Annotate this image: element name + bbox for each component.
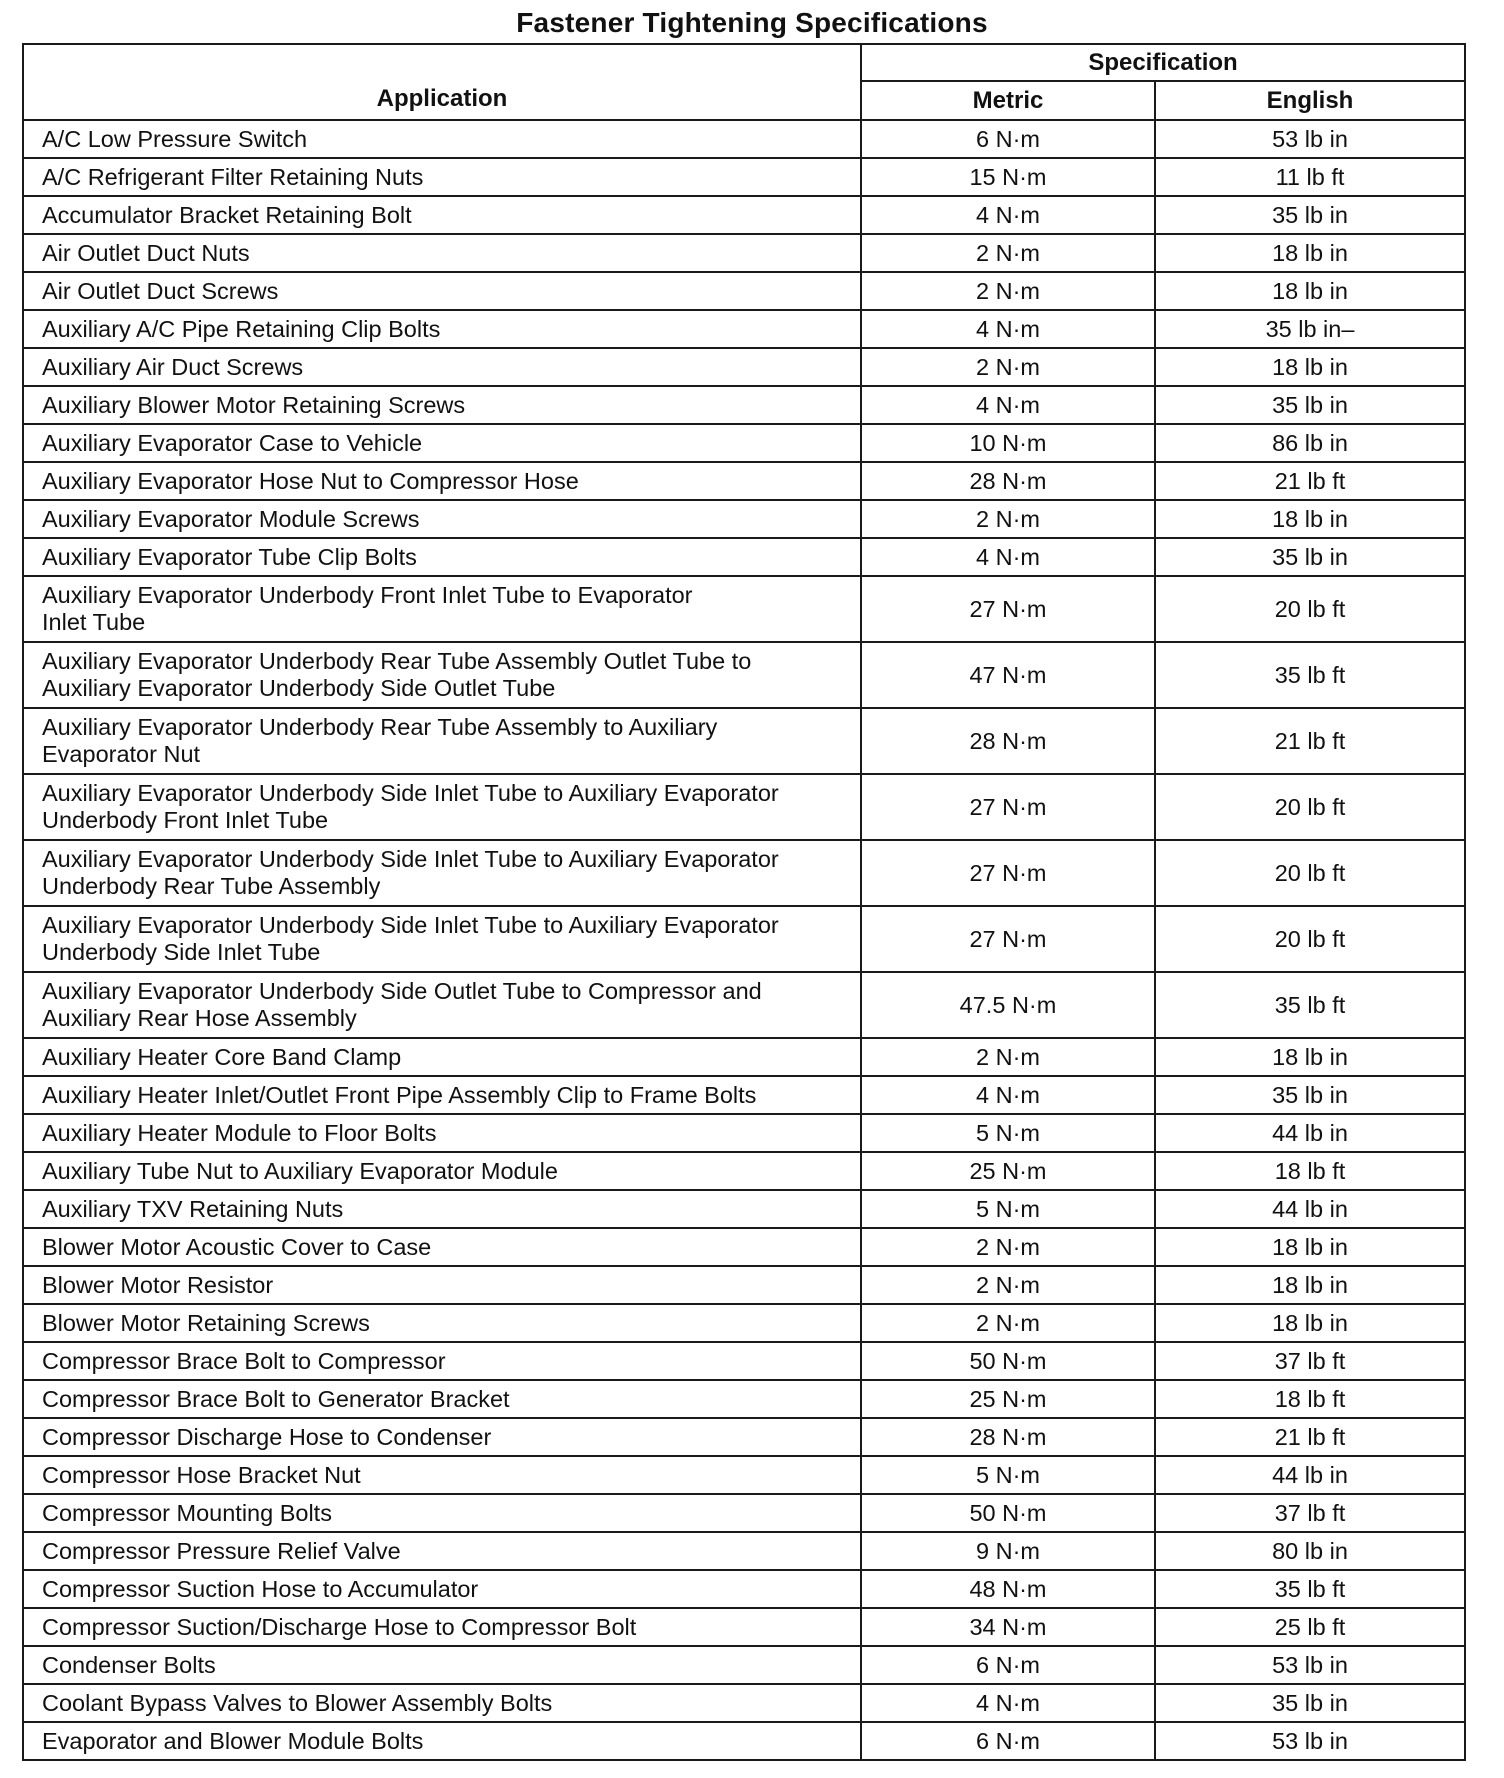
application-cell: Auxiliary Evaporator Underbody Side Outlet Tube to Compressor and Auxiliary Rear Hose Assembly (23, 972, 861, 1038)
english-cell: 35 lb in– (1155, 310, 1465, 348)
metric-cell: 4 N·m (861, 310, 1155, 348)
table-row (23, 120, 1465, 158)
english-cell: 21 lb ft (1155, 1418, 1465, 1456)
english-cell: 18 lb in (1155, 500, 1465, 538)
specification-group-header: Specification (861, 44, 1465, 81)
table-row (23, 500, 1465, 538)
application-cell: Auxiliary TXV Retaining Nuts (23, 1190, 861, 1228)
metric-cell: 6 N·m (861, 1722, 1155, 1760)
english-cell: 35 lb in (1155, 1684, 1465, 1722)
english-cell: 35 lb ft (1155, 642, 1465, 708)
metric-cell: 50 N·m (861, 1494, 1155, 1532)
application-cell: Auxiliary Evaporator Tube Clip Bolts (23, 538, 861, 576)
table-row (23, 196, 1465, 234)
application-cell: Compressor Brace Bolt to Compressor (23, 1342, 861, 1380)
english-cell: 18 lb in (1155, 234, 1465, 272)
table-row (23, 576, 1465, 642)
metric-cell: 34 N·m (861, 1608, 1155, 1646)
table-row (23, 1152, 1465, 1190)
metric-cell: 27 N·m (861, 840, 1155, 906)
table-row (23, 1190, 1465, 1228)
table-row (23, 234, 1465, 272)
application-cell: Compressor Pressure Relief Valve (23, 1532, 861, 1570)
table-row (23, 462, 1465, 500)
spec-table-body (23, 120, 1465, 1760)
metric-cell: 27 N·m (861, 906, 1155, 972)
metric-cell: 28 N·m (861, 708, 1155, 774)
metric-cell: 47.5 N·m (861, 972, 1155, 1038)
english-cell: 44 lb in (1155, 1114, 1465, 1152)
application-cell: Accumulator Bracket Retaining Bolt (23, 196, 861, 234)
table-row (23, 1038, 1465, 1076)
table-row (23, 538, 1465, 576)
fastener-spec-table (22, 43, 1466, 1761)
table-row (23, 1114, 1465, 1152)
table-row (23, 1494, 1465, 1532)
application-cell: Air Outlet Duct Nuts (23, 234, 861, 272)
table-row (23, 1722, 1465, 1760)
metric-cell: 4 N·m (861, 538, 1155, 576)
english-cell: 35 lb in (1155, 538, 1465, 576)
application-cell: Auxiliary Evaporator Hose Nut to Compressor Hose (23, 462, 861, 500)
application-cell: Auxiliary Evaporator Underbody Rear Tube Assembly Outlet Tube to Auxiliary Evaporator Underbody Side Outlet Tube (23, 642, 861, 708)
english-cell: 35 lb in (1155, 386, 1465, 424)
table-row (23, 774, 1465, 840)
application-cell: Auxiliary Evaporator Case to Vehicle (23, 424, 861, 462)
english-cell: 11 lb ft (1155, 158, 1465, 196)
metric-cell: 4 N·m (861, 1076, 1155, 1114)
application-cell: Auxiliary Evaporator Underbody Side Inlet Tube to Auxiliary Evaporator Underbody Side Inlet Tube (23, 906, 861, 972)
application-cell: Auxiliary Heater Module to Floor Bolts (23, 1114, 861, 1152)
application-cell: Auxiliary Heater Core Band Clamp (23, 1038, 861, 1076)
application-cell: Compressor Brace Bolt to Generator Bracket (23, 1380, 861, 1418)
english-cell: 18 lb in (1155, 1228, 1465, 1266)
table-row (23, 972, 1465, 1038)
table-row (23, 1532, 1465, 1570)
table-row (23, 1646, 1465, 1684)
table-row (23, 424, 1465, 462)
table-row (23, 1570, 1465, 1608)
metric-cell: 5 N·m (861, 1114, 1155, 1152)
english-cell: 53 lb in (1155, 1722, 1465, 1760)
metric-cell: 2 N·m (861, 234, 1155, 272)
application-cell: Blower Motor Retaining Screws (23, 1304, 861, 1342)
metric-cell: 27 N·m (861, 576, 1155, 642)
metric-cell: 6 N·m (861, 120, 1155, 158)
english-cell: 18 lb in (1155, 1038, 1465, 1076)
metric-cell: 2 N·m (861, 1304, 1155, 1342)
english-cell: 44 lb in (1155, 1456, 1465, 1494)
metric-cell: 15 N·m (861, 158, 1155, 196)
metric-cell: 9 N·m (861, 1532, 1155, 1570)
english-cell: 35 lb in (1155, 196, 1465, 234)
metric-cell: 5 N·m (861, 1456, 1155, 1494)
english-cell: 86 lb in (1155, 424, 1465, 462)
metric-cell: 2 N·m (861, 348, 1155, 386)
table-row (23, 840, 1465, 906)
english-cell: 20 lb ft (1155, 774, 1465, 840)
application-cell: Air Outlet Duct Screws (23, 272, 861, 310)
table-row (23, 386, 1465, 424)
application-cell: Auxiliary Blower Motor Retaining Screws (23, 386, 861, 424)
metric-cell: 2 N·m (861, 1038, 1155, 1076)
metric-cell: 25 N·m (861, 1380, 1155, 1418)
metric-cell: 48 N·m (861, 1570, 1155, 1608)
metric-cell: 25 N·m (861, 1152, 1155, 1190)
application-cell: Condenser Bolts (23, 1646, 861, 1684)
table-row (23, 1228, 1465, 1266)
application-cell: A/C Low Pressure Switch (23, 120, 861, 158)
application-cell: Compressor Suction Hose to Accumulator (23, 1570, 861, 1608)
metric-cell: 28 N·m (861, 462, 1155, 500)
table-row (23, 1684, 1465, 1722)
english-cell: 35 lb ft (1155, 972, 1465, 1038)
english-cell: 20 lb ft (1155, 576, 1465, 642)
metric-cell: 4 N·m (861, 196, 1155, 234)
application-cell: Auxiliary Evaporator Underbody Rear Tube Assembly to Auxiliary Evaporator Nut (23, 708, 861, 774)
application-cell: Compressor Suction/Discharge Hose to Compressor Bolt (23, 1608, 861, 1646)
table-row (23, 272, 1465, 310)
table-row (23, 310, 1465, 348)
application-cell: Compressor Hose Bracket Nut (23, 1456, 861, 1494)
page-title: Fastener Tightening Specifications (516, 7, 988, 38)
application-cell: A/C Refrigerant Filter Retaining Nuts (23, 158, 861, 196)
application-cell: Auxiliary Air Duct Screws (23, 348, 861, 386)
application-cell: Auxiliary A/C Pipe Retaining Clip Bolts (23, 310, 861, 348)
english-cell: 18 lb ft (1155, 1152, 1465, 1190)
english-cell: 53 lb in (1155, 120, 1465, 158)
table-row (23, 906, 1465, 972)
english-cell: 35 lb in (1155, 1076, 1465, 1114)
english-cell: 21 lb ft (1155, 708, 1465, 774)
metric-cell: 10 N·m (861, 424, 1155, 462)
table-row (23, 1266, 1465, 1304)
metric-cell: 2 N·m (861, 500, 1155, 538)
application-column-header: Application (23, 44, 861, 120)
metric-cell: 2 N·m (861, 272, 1155, 310)
english-cell: 18 lb in (1155, 1266, 1465, 1304)
application-cell: Auxiliary Evaporator Underbody Side Inlet Tube to Auxiliary Evaporator Underbody Front Inlet Tube (23, 774, 861, 840)
application-cell: Evaporator and Blower Module Bolts (23, 1722, 861, 1760)
table-row (23, 1608, 1465, 1646)
metric-cell: 28 N·m (861, 1418, 1155, 1456)
metric-cell: 4 N·m (861, 1684, 1155, 1722)
english-cell: 21 lb ft (1155, 462, 1465, 500)
english-cell: 25 lb ft (1155, 1608, 1465, 1646)
metric-cell: 27 N·m (861, 774, 1155, 840)
application-cell: Compressor Mounting Bolts (23, 1494, 861, 1532)
metric-cell: 4 N·m (861, 386, 1155, 424)
english-cell: 18 lb in (1155, 348, 1465, 386)
table-row (23, 708, 1465, 774)
english-cell: 37 lb ft (1155, 1342, 1465, 1380)
english-cell: 37 lb ft (1155, 1494, 1465, 1532)
table-row (23, 1418, 1465, 1456)
table-row (23, 348, 1465, 386)
table-row (23, 1380, 1465, 1418)
metric-column-header: Metric (861, 81, 1155, 120)
metric-cell: 2 N·m (861, 1228, 1155, 1266)
english-column-header: English (1155, 81, 1465, 120)
application-cell: Auxiliary Evaporator Module Screws (23, 500, 861, 538)
metric-cell: 6 N·m (861, 1646, 1155, 1684)
metric-cell: 47 N·m (861, 642, 1155, 708)
metric-cell: 50 N·m (861, 1342, 1155, 1380)
application-cell: Auxiliary Evaporator Underbody Side Inlet Tube to Auxiliary Evaporator Underbody Rear Tube Assembly (23, 840, 861, 906)
application-cell: Coolant Bypass Valves to Blower Assembly Bolts (23, 1684, 861, 1722)
table-row (23, 1456, 1465, 1494)
table-row (23, 1342, 1465, 1380)
english-cell: 18 lb in (1155, 272, 1465, 310)
english-cell: 20 lb ft (1155, 840, 1465, 906)
table-row (23, 1076, 1465, 1114)
application-cell: Compressor Discharge Hose to Condenser (23, 1418, 861, 1456)
application-cell: Blower Motor Resistor (23, 1266, 861, 1304)
application-cell: Auxiliary Evaporator Underbody Front Inlet Tube to Evaporator Inlet Tube (23, 576, 861, 642)
english-cell: 44 lb in (1155, 1190, 1465, 1228)
table-row (23, 1304, 1465, 1342)
english-cell: 53 lb in (1155, 1646, 1465, 1684)
application-cell: Auxiliary Tube Nut to Auxiliary Evaporator Module (23, 1152, 861, 1190)
metric-cell: 5 N·m (861, 1190, 1155, 1228)
english-cell: 35 lb ft (1155, 1570, 1465, 1608)
table-row (23, 158, 1465, 196)
english-cell: 18 lb ft (1155, 1380, 1465, 1418)
application-cell: Auxiliary Heater Inlet/Outlet Front Pipe Assembly Clip to Frame Bolts (23, 1076, 861, 1114)
metric-cell: 2 N·m (861, 1266, 1155, 1304)
english-cell: 80 lb in (1155, 1532, 1465, 1570)
application-cell: Blower Motor Acoustic Cover to Case (23, 1228, 861, 1266)
english-cell: 18 lb in (1155, 1304, 1465, 1342)
table-row (23, 642, 1465, 708)
english-cell: 20 lb ft (1155, 906, 1465, 972)
